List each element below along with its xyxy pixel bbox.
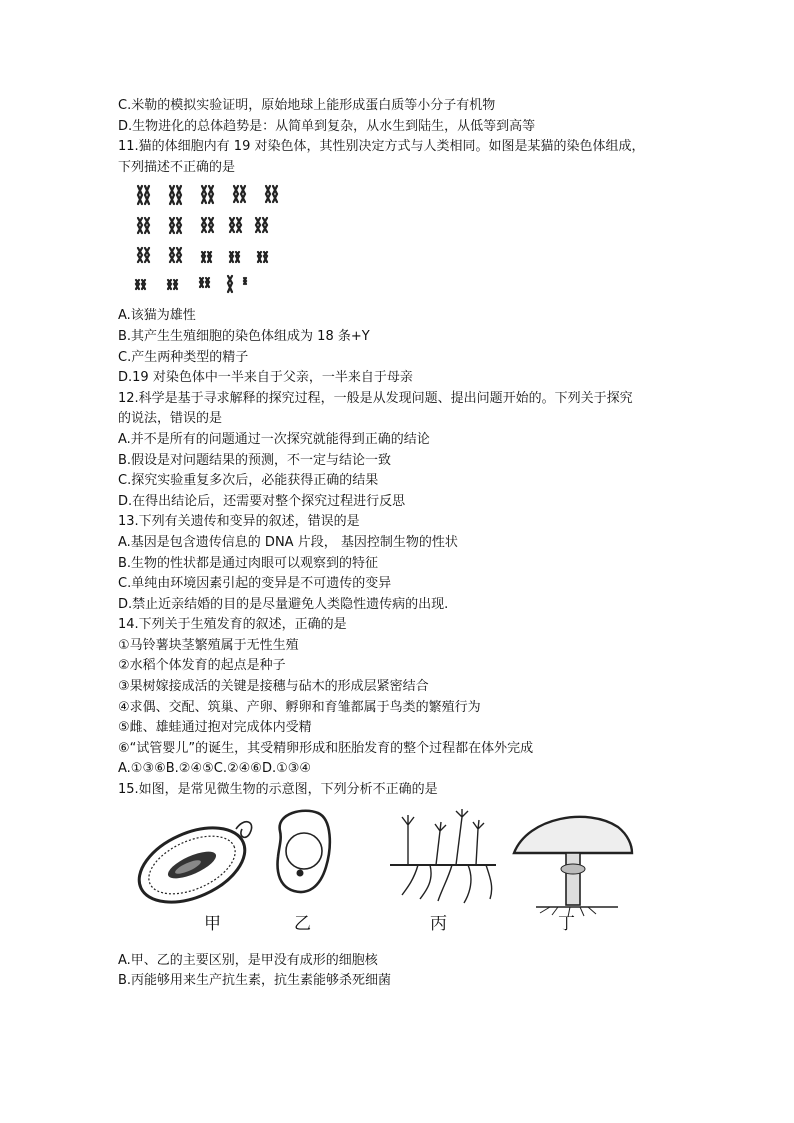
option-a: A.该猫为雄性 [118,308,196,324]
option-c: C.单纯由环境因素引起的变异是不可遗传的变异 [118,576,392,592]
question-13 [118,512,678,615]
option-c: C.产生两种类型的精子 [118,349,249,365]
question-stem: 15.如图，是常见微生物的示意图，下列分析不正确的是 [118,782,438,798]
option-b: B.生物的性状都是通过肉眼可以观察到的特征 [118,555,379,571]
statement-2: ②水稻个体发育的起点是种子 [118,658,286,674]
label-yi: 乙 [294,913,311,934]
microbe-illustration [118,807,678,947]
question-stem: 14.下列关于生殖发育的叙述，正确的是 [118,617,347,633]
statement-1: ①马铃薯块茎繁殖属于无性生殖 [118,637,299,653]
question-stem: 的说法，错误的是 [118,411,223,427]
statement-5: ⑤雌、雄蛙通过抱对完成体内受精 [118,720,312,736]
label-ding: 丁 [558,913,575,934]
question-stem: 12.科学是基于寻求解释的探究过程，一般是从发现问题、提出问题开始的。下列关于探究 [118,390,633,406]
karyotype-image [130,182,300,300]
option-c: C.探究实验重复多次后，必能获得正确的结果 [118,473,379,489]
option-b: B.其产生生殖细胞的染色体组成为 18 条+Y [118,328,370,344]
microbe-figure [118,807,678,947]
option-a: A.甲、乙的主要区别，是甲没有成形的细胞核 [118,952,378,968]
statement-4: ④求偶、交配、筑巢、产卵、孵卵和育雏都属于鸟类的繁殖行为 [118,699,481,715]
question-stem: 11.猫的体细胞内有 19 对染色体，其性别决定方式与人类相同。如图是某猫的染色体组成， [118,139,645,155]
option-a: A.基因是包含遗传信息的 DNA 片段， 基因控制生物的性状 [118,534,458,550]
option-a: A.并不是所有的问题通过一次探究就能得到正确的结论 [118,431,430,447]
options-line: A.①③⑥B.②④⑤C.②④⑥D.①③④ [118,761,312,777]
question-12 [118,389,678,513]
label-bing: 丙 [430,913,447,934]
option-d: D.禁止近亲结婚的目的是尽量避免人类隐性遗传病的出现. [118,596,449,612]
exam-page [118,96,678,992]
text-line: D.生物进化的总体趋势是：从简单到复杂，从水生到陆生，从低等到高等 [118,118,536,134]
mushroom-drawing [514,816,632,916]
question-stem: 13.下列有关遗传和变异的叙述，错误的是 [118,514,360,530]
yeast-drawing [278,810,330,891]
question-stem: 下列描述不正确的是 [118,159,236,175]
option-d: D.在得出结论后，还需要对整个探究过程进行反思 [118,493,406,509]
statement-6: ⑥“试管婴儿”的诞生，其受精卵形成和胚胎发育的整个过程都在体外完成 [118,740,534,756]
option-d: D.19 对染色体中一半来自于父亲，一半来自于母亲 [118,370,413,386]
mold-drawing [390,809,496,903]
question-15 [118,780,678,992]
option-b: B.丙能够用来生产抗生素，抗生素能够杀死细菌 [118,973,392,989]
label-jia: 甲 [204,913,221,934]
statement-3: ③果树嫁接成活的关键是接穗与砧木的形成层紧密结合 [118,679,429,695]
question-14 [118,615,678,780]
question-11 [118,137,678,389]
bacterium-drawing [128,813,256,917]
karyotype-figure [130,182,678,300]
option-b: B.假设是对问题结果的预测，不一定与结论一致 [118,452,392,468]
text-line: C.米勒的模拟实验证明，原始地球上能形成蛋白质等小分子有机物 [118,98,496,113]
